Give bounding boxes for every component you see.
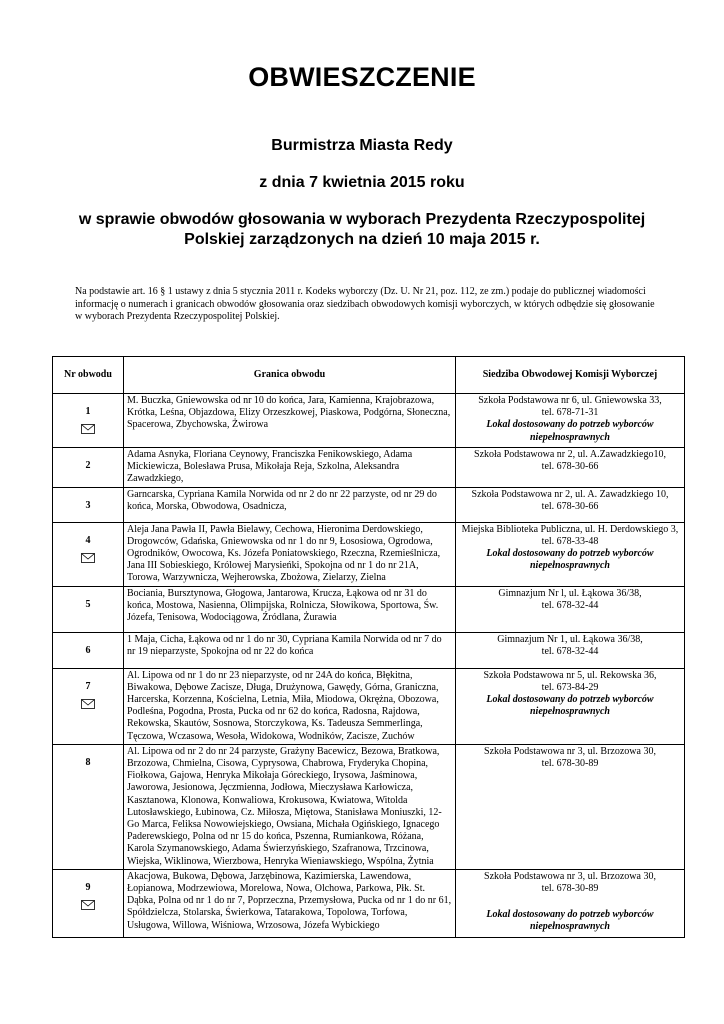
- district-boundary: Bociania, Bursztynowa, Głogowa, Jantarowa, Krucza, Łąkowa od nr 31 do końca, Mostowa, Nasienna, Olimpijska, Rolnicza, Słowikowa, Sportowa, Św. Józefa, Tenisowa, Wodociągowa, Źródlana, Żurawia: [124, 586, 456, 632]
- intro-line-1: Na podstawie art. 16 § 1 ustawy z dnia 5 stycznia 2011 r. Kodeks wyborczy (Dz. U. Nr 21, poz. 112, ze zm.) podaje do publicznej wiadomości: [75, 286, 646, 297]
- commission-seat: [456, 869, 685, 937]
- seat-address: Szkoła Podstawowa nr 3, ul. Brzozowa 30,: [484, 745, 656, 757]
- seat-address: Gimnazjum Nr 1, ul. Łąkowa 36/38,: [497, 633, 643, 645]
- commission-seat: [456, 394, 685, 448]
- page-title: OBWIESZCZENIE: [248, 62, 476, 92]
- district-number-cell: [53, 448, 124, 488]
- table-row: [53, 869, 685, 937]
- commission-seat: [456, 448, 685, 488]
- issue-date: z dnia 7 kwietnia 2015 roku: [259, 174, 465, 191]
- district-number: 3: [85, 499, 91, 511]
- accessibility-note: Lokal dostosowany do potrzeb wyborców niepełnosprawnych: [486, 548, 654, 572]
- table-row: [53, 487, 685, 522]
- table-row: [53, 744, 685, 869]
- subject-line-2: Polskiej zarządzonych na dzień 10 maja 2015 r.: [184, 231, 540, 248]
- table-header-row: [53, 357, 685, 394]
- seat-address: Gimnazjum Nr l, ul. Łąkowa 36/38,: [498, 587, 642, 599]
- table-row: [53, 522, 685, 586]
- intro-line-2: informację o numerach i granicach obwodów głosowania oraz siedzibach obwodowych komisji wyborczych, w których odbędzie się głosowanie: [75, 298, 655, 310]
- district-number-cell: [53, 586, 124, 632]
- district-boundary: Akacjowa, Bukowa, Dębowa, Jarzębinowa, Kazimierska, Lawendowa, Łopianowa, Modrzewiowa, Morelowa, Nowa, Olchowa, Parkowa, Płk. St. Dąbka, Polna od nr 1 do nr 7, Poprzeczna, Przemysłowa, Pucka od nr 1 do nr 61, Spółdzielcza, Stolarska, Świerkowa, Tatarakowa, Topolowa, Torfowa, Usługowa, Willowa, Wiśniowa, Wrzosowa, Józefa Wybickiego: [124, 869, 456, 937]
- district-boundary: Aleja Jana Pawła II, Pawła Bielawy, Cechowa, Hieronima Derdowskiego, Drogowców, Gdańska, Gniewowska od nr 1 do nr 9, Łososiowa, Ogrodowa, Ogrodników, Owocowa, Ks. Józefa Poniatowskiego, Rzeczna, Rzemieślnicza, Jana III Sobieskiego, Królowej Marysieńki, Spokojna od nr 1 do nr 21A, Torowa, Warzywnicza, Wejherowska, Zbożowa, Zielarzy, Zielna: [124, 522, 456, 586]
- district-number-cell: [53, 668, 124, 744]
- seat-address: Szkoła Podstawowa nr 2, ul. A.Zawadzkiego10,: [474, 449, 666, 460]
- intro-paragraph: [75, 286, 675, 324]
- commission-seat: [456, 487, 685, 522]
- seat-phone: tel. 678-32-44: [541, 599, 599, 611]
- envelope-icon: [81, 900, 95, 910]
- district-number: 4: [85, 534, 91, 546]
- district-boundary: 1 Maja, Cicha, Łąkowa od nr 1 do nr 30, Cypriana Kamila Norwida od nr 7 do nr 19 nieparzyste, Spokojna od nr 22 do końca: [124, 632, 456, 668]
- district-number-cell: [53, 744, 124, 869]
- seat-phone: tel. 673-84-29: [541, 681, 599, 693]
- accessibility-note: Lokal dostosowany do potrzeb wyborców niepełnosprawnych: [486, 909, 654, 933]
- seat-address: Szkoła Podstawowa nr 6, ul. Gniewowska 33,: [478, 395, 662, 406]
- commission-seat: [456, 522, 685, 586]
- district-number: 9: [85, 881, 91, 893]
- header-siedziba: Siedziba Obwodowej Komisji Wyborczej: [456, 357, 685, 394]
- district-number: 6: [85, 644, 91, 656]
- district-number-cell: [53, 394, 124, 448]
- commission-seat: [456, 744, 685, 869]
- envelope-icon: [81, 424, 95, 434]
- table-row: [53, 448, 685, 488]
- header-nr: Nr obwodu: [53, 357, 124, 394]
- district-boundary: Garncarska, Cypriana Kamila Norwida od nr 2 do nr 22 parzyste, od nr 29 do końca, Morska, Obwodowa, Osadnicza,: [124, 487, 456, 522]
- district-number: 8: [85, 756, 91, 768]
- header-granica: Granica obwodu: [124, 357, 456, 394]
- intro-line-3: w wyborach Prezydenta Rzeczypospolitej Polskiej.: [75, 311, 280, 322]
- seat-phone: tel. 678-32-44: [541, 645, 599, 657]
- district-number-cell: [53, 869, 124, 937]
- district-boundary: M. Buczka, Gniewowska od nr 10 do końca, Jara, Kamienna, Krajobrazowa, Krótka, Leśna, Objazdowa, Elizy Orzeszkowej, Piaskowa, Podgórna, Słoneczna, Spacerowa, Zbychowska, Żwirowa: [124, 394, 456, 448]
- seat-address: Szkoła Podstawowa nr 3, ul. Brzozowa 30,: [484, 870, 656, 882]
- district-boundary: Al. Lipowa od nr 2 do nr 24 parzyste, Grażyny Bacewicz, Bezowa, Bratkowa, Brzozowa, Chmielna, Cisowa, Cyprysowa, Chabrowa, Fryderyka Chopina, Fiołkowa, Gajowa, Henryka Mikołaja Góreckiego, Irysowa, Jaśminowa, Jaworowa, Jesionowa, Jęczmienna, Jodłowa, Mieczysława Karłowicza, Kasztanowa, Klonowa, Konwaliowa, Krokusowa, Kwiatowa, Witolda Lutosławskiego, Łubinowa, Cz. Miłosza, Miętowa, Stanisława Moniuszki, 12-Go Marca, Feliksa Nowowiejskiego, Owsiana, Michała Ogińskiego, Ignacego Paderewskiego, Polna od nr 15 do końca, Pszenna, Rumiankowa, Różana, Karola Szymanowskiego, Adama Świerzyńskiego, Szafranowa, Trzcinowa, Wiejska, Wiklinowa, Wierzbowa, Henryka Wieniawskiego, Wspólna, Żytnia: [124, 744, 456, 869]
- accessibility-note: Lokal dostosowany do potrzeb wyborców niepełnosprawnych: [486, 694, 654, 718]
- districts-table: [52, 356, 685, 938]
- district-number: 2: [85, 460, 91, 471]
- district-number: 7: [85, 680, 91, 692]
- district-number: 1: [85, 406, 91, 417]
- commission-seat: [456, 586, 685, 632]
- seat-phone: tel. 678-33-48: [541, 535, 599, 547]
- district-number-cell: [53, 522, 124, 586]
- table-row: [53, 668, 685, 744]
- envelope-icon: [81, 699, 95, 709]
- district-boundary: Al. Lipowa od nr 1 do nr 23 nieparzyste, od nr 24A do końca, Błękitna, Biwakowa, Dębowe Zacisze, Długa, Drużynowa, Gawędy, Górna, Graniczna, Harcerska, Korzenna, Kościelna, Letnia, Miła, Miodowa, Okrężna, Obozowa, Podleśna, Pogodna, Prosta, Pucka od nr 62 do końca, Radosna, Rajdowa, Rekowska, Skautów, Sosnowa, Storczykowa, Ks. Tadeusza Semmerlinga, Tęczowa, Wczasowa, Wesoła, Widokowa, Wodników, Zacisze, Zuchów: [124, 668, 456, 744]
- commission-seat: [456, 668, 685, 744]
- seat-address: Szkoła Podstawowa nr 5, ul. Rekowska 36,: [483, 669, 657, 681]
- district-number-cell: [53, 632, 124, 668]
- subject: [40, 210, 684, 250]
- subject-line-1: w sprawie obwodów głosowania w wyborach Prezydenta Rzeczypospolitej: [78, 211, 646, 228]
- seat-phone: tel. 678-30-89: [541, 883, 599, 895]
- seat-phone: tel. 678-30-89: [541, 758, 599, 770]
- district-boundary: Adama Asnyka, Floriana Ceynowy, Franciszka Fenikowskiego, Adama Mickiewicza, Bolesława Prusa, Mikołaja Reja, Szkolna, Aleksandra Zawadzkiego,: [124, 448, 456, 488]
- seat-phone: tel. 678-30-66: [541, 461, 599, 473]
- seat-address: Szkoła Podstawowa nr 2, ul. A. Zawadzkiego 10,: [471, 488, 669, 500]
- district-number: 5: [85, 598, 91, 610]
- seat-phone: tel. 678-71-31: [541, 407, 599, 419]
- commission-seat: [456, 632, 685, 668]
- accessibility-note: Lokal dostosowany do potrzeb wyborców niepełnosprawnych: [486, 419, 654, 443]
- seat-phone: tel. 678-30-66: [541, 500, 599, 512]
- table-row: [53, 394, 685, 448]
- seat-address: Miejska Biblioteka Publiczna, ul. H. Derdowskiego 3,: [461, 523, 679, 535]
- district-number-cell: [53, 487, 124, 522]
- table-row: [53, 586, 685, 632]
- envelope-icon: [81, 553, 95, 563]
- issuer: Burmistrza Miasta Redy: [271, 137, 453, 154]
- table-row: [53, 632, 685, 668]
